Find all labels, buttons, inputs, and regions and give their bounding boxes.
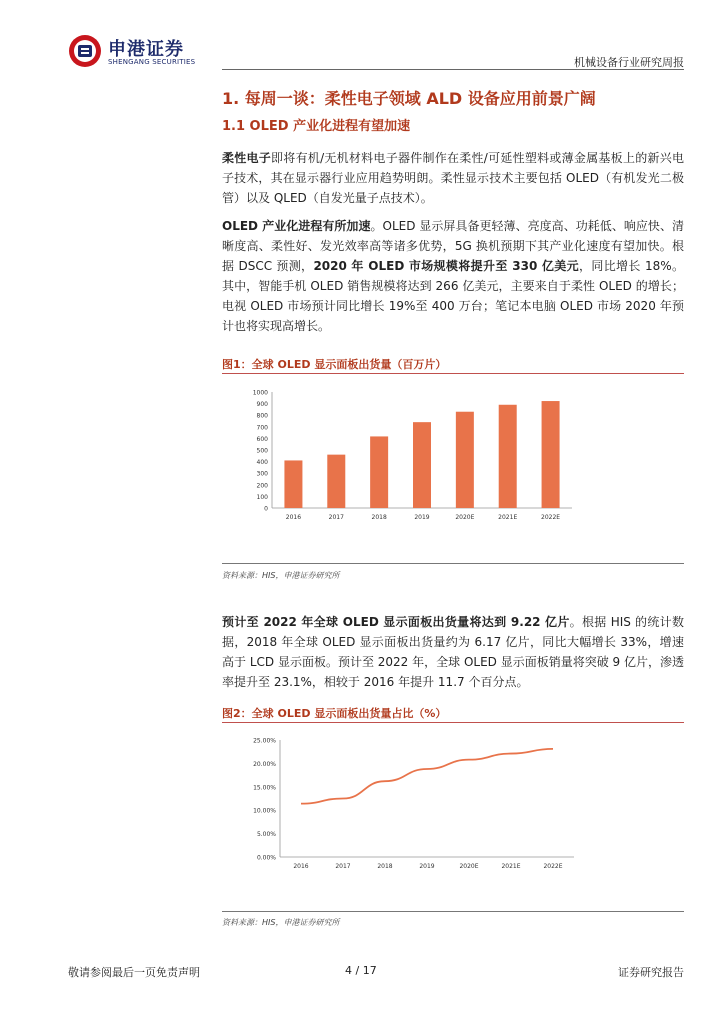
y-tick-label: 1000 — [252, 389, 268, 397]
bar-2020E — [456, 412, 474, 508]
y-tick-label: 0 — [264, 505, 268, 513]
company-logo — [68, 34, 208, 72]
paragraph-oled-industrialization — [222, 216, 684, 336]
x-tick-label: 2022E — [543, 863, 563, 870]
x-tick-label: 2022E — [541, 514, 561, 521]
subsection-heading: 1.1 OLED 产业化进程有望加速 — [222, 119, 411, 134]
x-tick-label: 2020E — [459, 863, 479, 870]
paragraph-text: 。OLED 显示屏具备更轻薄、亮度高、功耗低、响应快、清晰度高、柔性好、发光效率高等诸多优势，5G 换机预期下其产业化速度有望加快。根据 DSCC 预测， — [222, 219, 684, 273]
y-tick-label: 0.00% — [256, 854, 276, 862]
bar-2018 — [370, 436, 388, 508]
figure2-top-rule — [222, 722, 684, 723]
y-tick-label: 10.00% — [253, 807, 276, 815]
header-divider — [222, 69, 684, 70]
x-tick-label: 2018 — [377, 863, 393, 870]
paragraph-text: ，同比增长 18%。其中，智能手机 OLED 销售规模将达到 266 亿美元，主要来自于柔性 OLED 的增长；电视 OLED 市场预计同比增长 19%至 400 万台；笔记本电脑 OLED 市场 2020 年预计也将实现高增长。 — [222, 259, 685, 333]
x-tick-label: 2019 — [419, 863, 435, 870]
y-tick-label: 700 — [256, 424, 268, 432]
figure2-source: 资料来源：HIS，申港证券研究所 — [222, 918, 340, 927]
x-tick-label: 2021E — [501, 863, 521, 870]
figure2-bottom-rule — [222, 911, 684, 912]
figure2-title: 图2：全球 OLED 显示面板出货量占比（%） — [222, 707, 447, 720]
paragraph-lead: OLED 产业化进程有所加速 — [222, 219, 371, 233]
y-tick-label: 600 — [256, 435, 268, 443]
bar-2021E — [499, 405, 517, 508]
paragraph-text: 。根据 HIS 的统计数据，2018 年全球 OLED 显示面板出货量约为 6.17 亿片，同比大幅增长 33%，增速高于 LCD 显示面板。预计至 2022 年，全球 OLED 显示面板销量将突破 9 亿片，渗透率提升至 23.1%，相较于 2016 年提升 11.7 个百分点。 — [222, 615, 684, 689]
bar-2019 — [413, 422, 431, 508]
x-tick-label: 2019 — [414, 514, 430, 521]
y-tick-label: 200 — [256, 482, 268, 490]
y-tick-label: 400 — [256, 459, 268, 467]
x-tick-label: 2017 — [335, 863, 351, 870]
y-tick-label: 500 — [256, 447, 268, 455]
line-chart — [222, 726, 684, 876]
logo-subtitle: SHENGANG SECURITIES — [108, 58, 196, 66]
x-tick-label: 2018 — [371, 514, 387, 521]
logo-icon — [68, 34, 102, 68]
figure1-bottom-rule — [222, 563, 684, 564]
y-tick-label: 900 — [256, 401, 268, 409]
y-tick-label: 5.00% — [256, 831, 276, 839]
bar-chart — [222, 376, 684, 526]
y-tick-label: 300 — [256, 470, 268, 478]
series-line — [301, 749, 553, 804]
paragraph-highlight: 2020 年 OLED 市场规模将提升至 330 亿美元 — [313, 259, 579, 273]
bar-2022E — [542, 401, 560, 508]
figure1-top-rule — [222, 373, 684, 374]
paragraph-lead: 预计至 2022 年全球 OLED 显示面板出货量将达到 9.22 亿片 — [222, 615, 570, 629]
y-tick-label: 15.00% — [253, 784, 276, 792]
figure1-source: 资料来源：HIS，申港证券研究所 — [222, 571, 340, 580]
page-number: 4 / 17 — [345, 964, 377, 977]
logo-text: 申港证券 — [108, 39, 184, 60]
y-tick-label: 100 — [256, 493, 268, 501]
x-tick-label: 2020E — [455, 514, 475, 521]
section-heading: 1. 每周一谈：柔性电子领域 ALD 设备应用前景广阔 — [222, 89, 596, 108]
figure1-title: 图1：全球 OLED 显示面板出货量（百万片） — [222, 358, 447, 371]
y-tick-label: 800 — [256, 412, 268, 420]
x-tick-label: 2017 — [328, 514, 344, 521]
x-tick-label: 2016 — [285, 514, 302, 521]
bar-2017 — [327, 455, 345, 508]
report-type: 机械设备行业研究周报 — [574, 56, 684, 69]
paragraph-flexible-electronics — [222, 148, 684, 208]
footer-disclaimer: 敬请参阅最后一页免责声明 — [68, 966, 200, 979]
x-tick-label: 2021E — [498, 514, 518, 521]
paragraph-text: 即将有机/无机材料电子器件制作在柔性/可延性塑料或薄金属基板上的新兴电子技术，其在显示器行业应用趋势明朗。柔性显示技术主要包括 OLED（有机发光二极管）以及 QLED（自发光量子点技术）。 — [222, 151, 684, 205]
paragraph-shipment-forecast — [222, 612, 684, 692]
y-tick-label: 25.00% — [253, 737, 276, 745]
y-tick-label: 20.00% — [253, 760, 276, 768]
bar-2016 — [284, 460, 302, 508]
footer-report-label: 证券研究报告 — [618, 966, 684, 979]
x-tick-label: 2016 — [293, 863, 309, 870]
paragraph-lead: 柔性电子 — [222, 151, 272, 165]
